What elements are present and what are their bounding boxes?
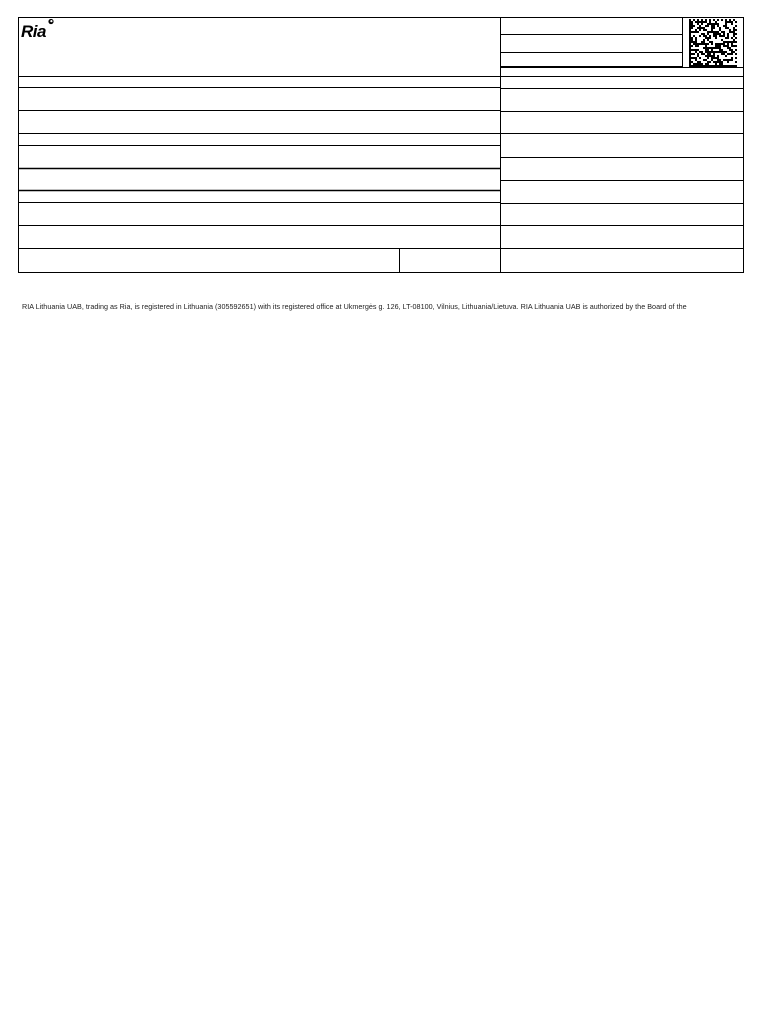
right-column-rows	[500, 68, 743, 249]
ria-logo-text: Ria	[21, 22, 46, 41]
left-column-rows	[18, 77, 500, 249]
footer-disclaimer: RIA Lithuania UAB, trading as Ria, is registered in Lithuania (305592651) with its registered office at Ukmergės g. 126, LT-08100, Vilnius, Lithuania/Lietuva. RIA Lithuania UAB is authorized by the Board of the	[22, 302, 687, 311]
ria-logo	[21, 19, 54, 41]
datamatrix-code-icon	[689, 19, 737, 67]
